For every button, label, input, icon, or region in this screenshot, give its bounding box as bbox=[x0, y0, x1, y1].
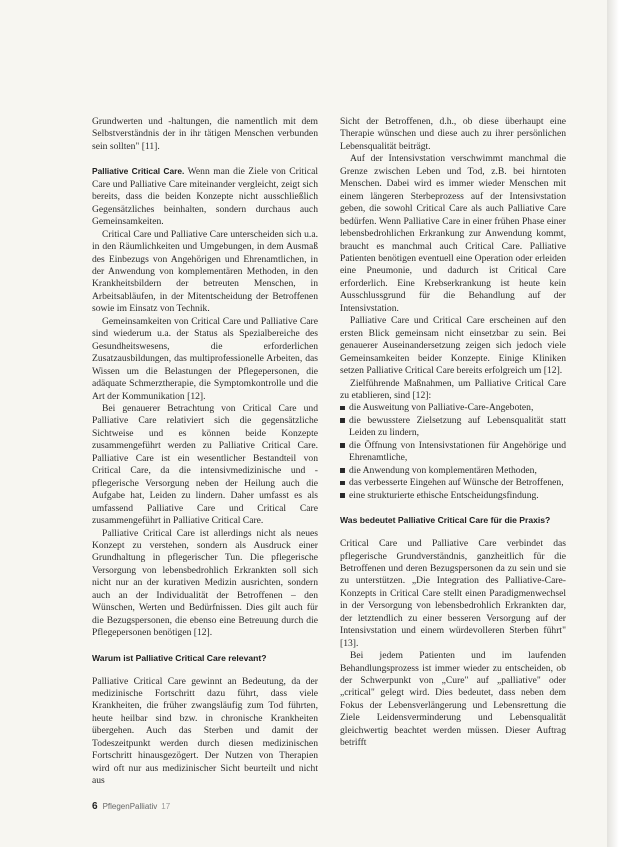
left-paragraph-1: Grundwerten und -haltungen, die namentlich mit dem Selbstverständnis der in ihr tätigen Menschen verbunden sein sollten" [11]. bbox=[92, 116, 318, 152]
right-paragraph-3: Palliative Care und Critical Care erscheinen auf den ersten Blick gemeinsam nicht einsetzbar zu sein. Bei genauerer Auseinandersetzung zeigen sich jedoch viele Gemeinsamkeiten beider Konzepte. Einige Kliniken setzen Palliative Critical Care bereits erfolgreich um [12]. bbox=[340, 315, 566, 377]
page-footer bbox=[92, 801, 170, 812]
left-paragraph-2-text: Wenn man die Ziele von Critical Care und Palliative Care miteinander vergleicht, zeigt sich bereits, dass die beiden Konzepte nicht ausschließlich Gegensätzliches beinhalten, sondern durchaus auch Gemeinsamkeiten. bbox=[92, 166, 319, 228]
section-heading-relevance: Warum ist Palliative Critical Care relevant? bbox=[92, 652, 267, 663]
runin-heading-palliative-critical-care: Palliative Critical Care. bbox=[92, 166, 185, 177]
left-paragraph-5: Bei genauerer Betrachtung von Critical Care und Palliative Care relativiert sich die gegensätzliche Sichtweise und es können beide Konzepte zusammengeführt werden zu Palliative Critical Care. Palliative Care ist ein wesentlicher Bestandteil von Critical Care, da die intensivmedizinische und -pflegerische Versorgung neben der Heilung auch die Aufgabe hat, Leiden zu lindern. Daher umfasst es als umfassend Palliative Care und Critical Care zusammengeführt in Palliative Critical Care. bbox=[92, 402, 318, 527]
list-item: die Anwendung von komplementären Methoden, bbox=[340, 465, 566, 477]
list-item: die bewusstere Zielsetzung auf Lebensqualität statt Leiden zu lindern, bbox=[340, 415, 566, 440]
issue-number: 17 bbox=[161, 802, 171, 811]
measures-list bbox=[340, 402, 566, 502]
section-heading-practice: Was bedeutet Palliative Critical Care für die Praxis? bbox=[340, 515, 551, 526]
left-paragraph-7: Palliative Critical Care gewinnt an Bedeutung, da der medizinische Fortschritt dazu führt, dass viele Krankheiten, die früher zwangsläufig zum Tod führten, heute heilbar sind bzw. in chronische Krankheiten übergehen. Auch das Sterben und damit der Todeszeitpunkt werden durch diesen medizinischen Fortschritt hinausgezögert. Der Nutzen von Therapien wird oft nur aus medizinischer Sicht beurteilt und nicht aus bbox=[92, 675, 318, 787]
left-column bbox=[92, 116, 318, 788]
right-paragraph-4: Zielführende Maßnahmen, um Palliative Critical Care zu etablieren, sind [12]: bbox=[340, 377, 566, 401]
list-item: das verbesserte Eingehen auf Wünsche der Betroffenen, bbox=[340, 477, 566, 489]
right-column bbox=[340, 116, 566, 750]
page-number: 6 bbox=[92, 801, 98, 812]
section-gap bbox=[340, 502, 566, 514]
right-paragraph-6: Bei jedem Patienten und im laufenden Behandlungsprozess ist immer wieder zu entscheiden, ob der Schwerpunkt von „Cure" auf „palliative" oder „critical" gelegt wird. Dies bedeutet, dass neben dem Fokus der Lebensverlängerung und Lebensrettung die Ziele Leidensverminderung und Lebensqualität gleichwertig beachtet werden müssen. Dieser Auftrag betrifft bbox=[340, 650, 566, 749]
list-item: die Öffnung von Intensivstationen für Angehörige und Ehrenamtliche, bbox=[340, 440, 566, 465]
section-gap bbox=[340, 526, 566, 538]
journal-name: PflegenPalliativ bbox=[102, 802, 158, 811]
left-paragraph-6: Palliative Critical Care ist allerdings nicht als neues Konzept zu verstehen, sondern als Ausdruck einer Grundhaltung in pflegerischer Tun. Die pflegerische Versorgung von lebensbedrohlich Erkrankten soll sich nicht nur an der kurativen Medizin ausrichten, sondern auch an der Individualität der Betroffenen – den Wünschen, Werten und Bedürfnissen. Dies gilt auch für die Bezugspersonen, die ebenso eine Betreuung durch die Pflegepersonen benötigen [12]. bbox=[92, 527, 318, 639]
right-paragraph-5: Critical Care und Palliative Care verbindet das pflegerische Grundverständnis, ganzheitlich für die Betroffenen und deren Bezugspersonen da zu sein und sie zu unterstützen. „Die Integration des Palliative-Care-Konzepts in Critical Care stellt einen Paradigmenwechsel in der Versorgung von lebensbedrohlich Erkrankten dar, der letztendlich zu einer besseren Versorgung auf der Intensivstation und einem würdevolleren Sterben führt" [13]. bbox=[340, 538, 566, 649]
section-gap bbox=[92, 640, 318, 652]
left-paragraph-4: Gemeinsamkeiten von Critical Care und Palliative Care sind wiederum u.a. der Status als Spezialbereiche des Gesundheitswesens, die erforderlichen Zusatzausbildungen, das multiprofessionelle Arbeiten, das Wissen um die Belastungen der Pflegepersonen, die adäquate Schmerztherapie, die Symptomkontrolle und die Art der Kommunikation [12]. bbox=[92, 315, 318, 402]
right-paragraph-2: Auf der Intensivstation verschwimmt manchmal die Grenze zwischen Leben und Tod, z.B. bei hirntoten Menschen. Dabei wird es immer wieder Menschen mit einem längeren Sterbeprozess auf der Intensivstation geben, die sowohl Critical Care als auch Palliative Care bedürfen. Wenn Palliative Care in einer frühen Phase einer lebensbedrohlichen Erkrankung zur Anwendung kommt, braucht es manchmal auch Critical Care. Palliative Patienten benötigen eventuell eine Operation oder erleiden eine Pneumonie, und dadurch ist Critical Care erforderlich. Eine Krebserkrankung ist heute kein Ausschlussgrund für die Behandlung auf der Intensivstation. bbox=[340, 153, 566, 314]
list-item: eine strukturierte ethische Entscheidungsfindung. bbox=[340, 490, 566, 502]
left-paragraph-2 bbox=[92, 165, 318, 228]
next-page-edge bbox=[607, 0, 619, 847]
list-item: die Ausweitung von Palliative-Care-Angeboten, bbox=[340, 402, 566, 414]
section-gap bbox=[92, 664, 318, 676]
left-paragraph-3: Critical Care und Palliative Care unterscheiden sich u.a. in den Räumlichkeiten und Umgebungen, in dem Ausmaß des Einbezugs von Angehörigen und Ehrenamtlichen, in der Anwendung von komplementären Methoden, in den Krankheitsbildern der betreuten Menschen, in Arbeitsabläufen, in der Mitentscheidung der Betroffenen sowie im Einsatz von Technik. bbox=[92, 228, 318, 315]
right-paragraph-1: Sicht der Betroffenen, d.h., ob diese überhaupt eine Therapie wünschen und diese auch zu ihrer persönlichen Lebensqualität beiträgt. bbox=[340, 116, 566, 152]
paragraph-gap bbox=[92, 153, 318, 165]
